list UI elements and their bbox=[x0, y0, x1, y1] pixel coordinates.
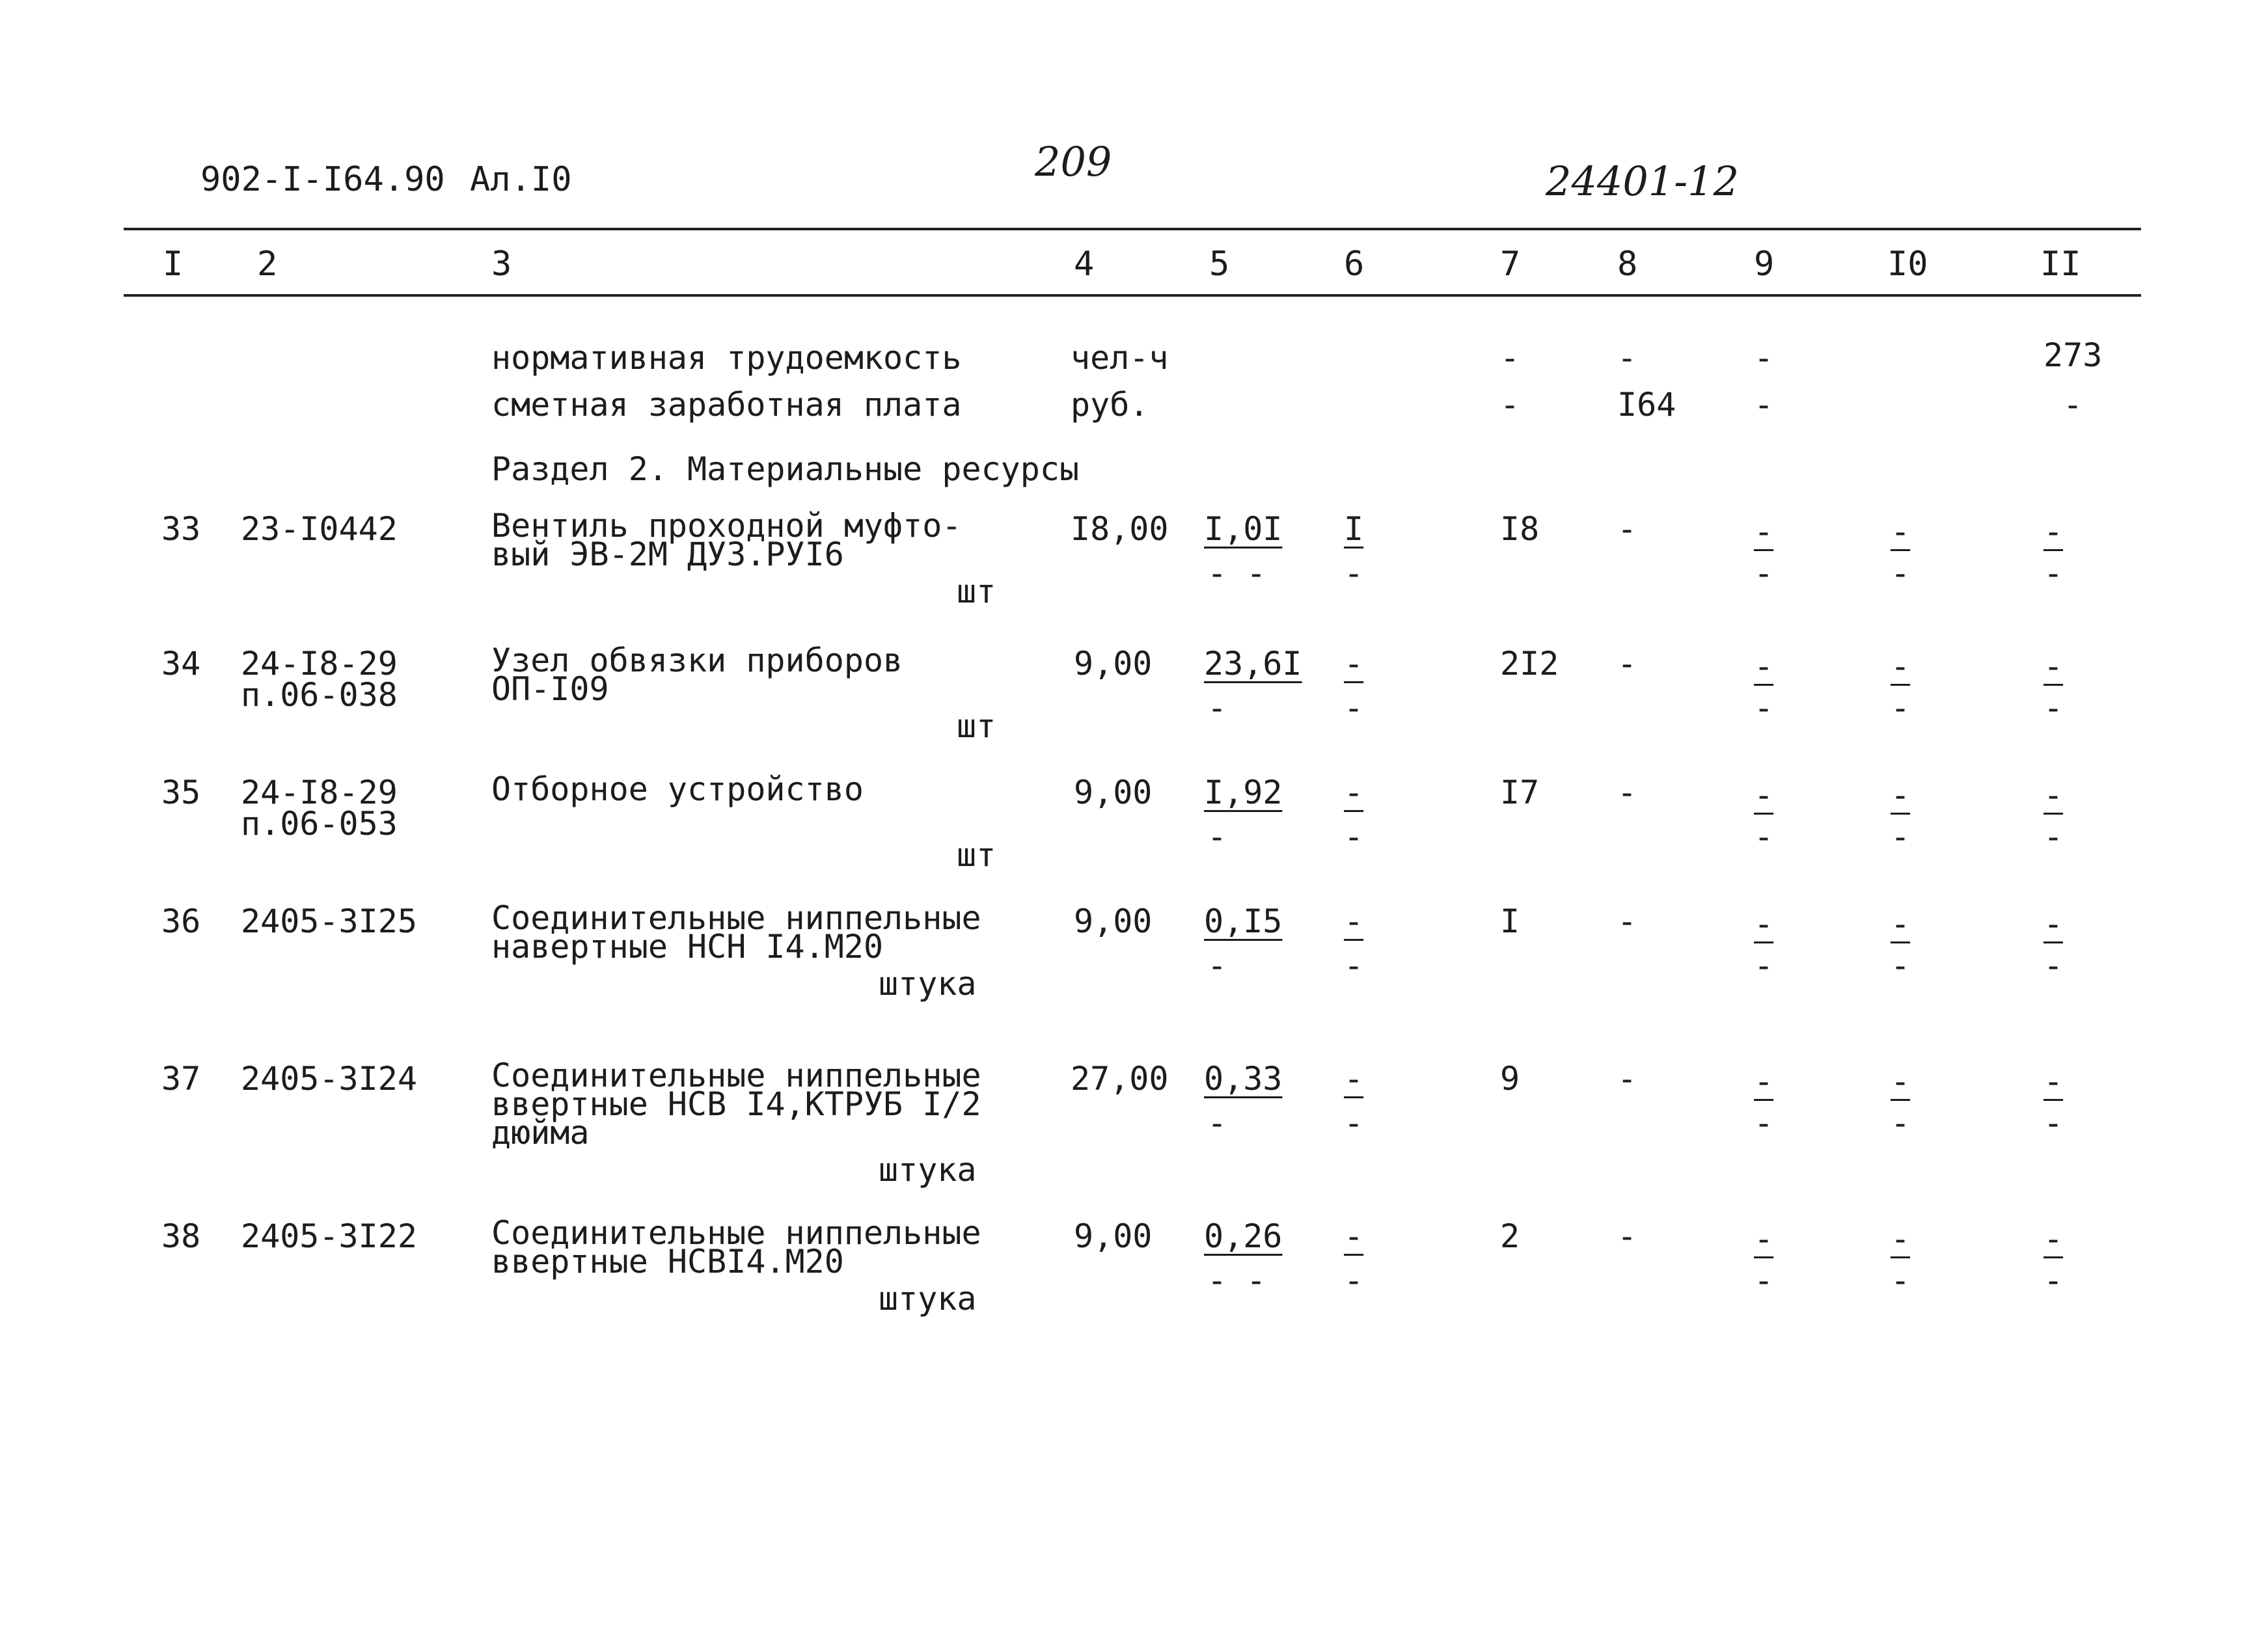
column-header: I bbox=[163, 245, 184, 284]
row-c5: 0,33 bbox=[1204, 1060, 1283, 1098]
row-c4: 9,00 bbox=[1074, 902, 1153, 940]
row-c10-sub: - bbox=[1891, 689, 1911, 727]
row-name: Соединительные ниппельные bbox=[491, 899, 981, 937]
row-c11: - bbox=[2043, 905, 2064, 943]
labor-c8-2: I64 bbox=[1617, 386, 1676, 424]
row-name: Соединительные ниппельные bbox=[491, 1057, 981, 1094]
row-c10-sub: - bbox=[1891, 1262, 1911, 1299]
row-c11: - bbox=[2043, 776, 2064, 814]
row-c7: 9 bbox=[1500, 1060, 1520, 1098]
row-name: дюйма bbox=[491, 1114, 590, 1152]
row-c5: 23,6I bbox=[1204, 645, 1302, 683]
row-code: 24-I8-29 bbox=[241, 774, 398, 811]
row-unit: штука bbox=[879, 1280, 977, 1318]
row-unit: шт bbox=[957, 707, 996, 745]
row-c9: - bbox=[1754, 647, 1774, 685]
row-name: ввертные НСВI4.М20 bbox=[491, 1243, 844, 1280]
column-header: I0 bbox=[1887, 245, 1928, 284]
row-c8: - bbox=[1617, 645, 1637, 683]
row-number: 35 bbox=[161, 774, 201, 811]
row-c11-sub: - bbox=[2043, 1104, 2064, 1142]
row-c6: - bbox=[1344, 1217, 1364, 1255]
labor-c11-1: 273 bbox=[2043, 336, 2103, 374]
row-c6-sub: - bbox=[1344, 689, 1364, 727]
row-code: 2405-3I22 bbox=[241, 1217, 417, 1255]
row-number: 34 bbox=[161, 645, 201, 683]
column-header: 5 bbox=[1209, 245, 1230, 284]
column-header: 7 bbox=[1500, 245, 1521, 284]
row-c5: 0,I5 bbox=[1204, 902, 1283, 940]
row-c10: - bbox=[1891, 1063, 1911, 1100]
row-c9-sub: - bbox=[1754, 818, 1774, 856]
column-header: 6 bbox=[1344, 245, 1365, 284]
row-c10-sub: - bbox=[1891, 818, 1911, 856]
row-c11: - bbox=[2043, 1220, 2064, 1258]
column-header: 2 bbox=[257, 245, 278, 284]
row-name: вый ЭВ-2М ДУЗ.РУI6 bbox=[491, 535, 844, 573]
row-c6: - bbox=[1344, 774, 1364, 811]
table-top-rule bbox=[124, 228, 2141, 230]
row-name: ввертные НСВ I4,КТРУБ I/2 bbox=[491, 1085, 981, 1123]
row-number: 33 bbox=[161, 510, 201, 548]
row-c6-sub: - bbox=[1344, 1262, 1364, 1299]
row-c8: - bbox=[1617, 1060, 1637, 1098]
row-c6: I bbox=[1344, 510, 1364, 548]
row-c10: - bbox=[1891, 1220, 1911, 1258]
row-unit: штука bbox=[879, 1151, 977, 1189]
row-number: 38 bbox=[161, 1217, 201, 1255]
row-number: 37 bbox=[161, 1060, 201, 1098]
row-c4: I8,00 bbox=[1071, 510, 1169, 548]
row-c9: - bbox=[1754, 905, 1774, 943]
row-c8: - bbox=[1617, 1217, 1637, 1255]
row-code: п.06-053 bbox=[241, 805, 398, 843]
row-code: п.06-038 bbox=[241, 676, 398, 714]
row-c5-sub: - bbox=[1207, 689, 1227, 727]
row-c5: I,92 bbox=[1204, 774, 1283, 811]
row-c10: - bbox=[1891, 513, 1911, 550]
row-c7: I8 bbox=[1500, 510, 1540, 548]
labor-c7-1: - bbox=[1500, 339, 1520, 377]
row-c9: - bbox=[1754, 1063, 1774, 1100]
labor-name-1: нормативная трудоемкость bbox=[491, 339, 962, 377]
column-header: 3 bbox=[491, 245, 512, 284]
row-c11-sub: - bbox=[2043, 1262, 2064, 1299]
row-code: 23-I0442 bbox=[241, 510, 398, 548]
labor-c11-2: - bbox=[2063, 386, 2083, 424]
row-c10: - bbox=[1891, 905, 1911, 943]
row-c9-sub: - bbox=[1754, 947, 1774, 984]
row-c5: 0,26 bbox=[1204, 1217, 1283, 1255]
row-name: Узел обвязки приборов bbox=[491, 642, 903, 679]
row-c10: - bbox=[1891, 647, 1911, 685]
row-c6: - bbox=[1344, 1060, 1364, 1098]
row-c8: - bbox=[1617, 510, 1637, 548]
row-c11-sub: - bbox=[2043, 689, 2064, 727]
row-c9: - bbox=[1754, 513, 1774, 550]
row-name: Вентиль проходной муфто- bbox=[491, 507, 962, 545]
sheet-label: Ал.I0 bbox=[470, 160, 572, 199]
row-c11: - bbox=[2043, 647, 2064, 685]
labor-unit-2: руб. bbox=[1071, 386, 1149, 424]
row-name: Соединительные ниппельные bbox=[491, 1214, 981, 1252]
row-c5: I,0I bbox=[1204, 510, 1283, 548]
row-c10-sub: - bbox=[1891, 554, 1911, 592]
document-code: 902-I-I64.90 bbox=[200, 160, 445, 199]
row-number: 36 bbox=[161, 902, 201, 940]
row-c7: I7 bbox=[1500, 774, 1540, 811]
row-unit: шт bbox=[957, 573, 996, 610]
row-name: ОП-I09 bbox=[491, 670, 609, 708]
row-c6-sub: - bbox=[1344, 1104, 1364, 1142]
row-c5-sub: - - bbox=[1207, 1262, 1266, 1299]
column-header: II bbox=[2040, 245, 2081, 284]
row-c4: 9,00 bbox=[1074, 774, 1153, 811]
labor-c8-1: - bbox=[1617, 339, 1637, 377]
labor-unit-1: чел-ч bbox=[1071, 339, 1169, 377]
row-unit: штука bbox=[879, 965, 977, 1003]
row-c6-sub: - bbox=[1344, 947, 1364, 984]
row-c6: - bbox=[1344, 902, 1364, 940]
row-c5-sub: - bbox=[1207, 818, 1227, 856]
row-c9-sub: - bbox=[1754, 1104, 1774, 1142]
row-c10-sub: - bbox=[1891, 1104, 1911, 1142]
row-c5-sub: - - bbox=[1207, 554, 1266, 592]
row-name: Отборное устройство bbox=[491, 770, 864, 808]
column-header: 8 bbox=[1617, 245, 1638, 284]
row-c11-sub: - bbox=[2043, 947, 2064, 984]
row-c8: - bbox=[1617, 774, 1637, 811]
row-c5-sub: - bbox=[1207, 1104, 1227, 1142]
labor-c7-2: - bbox=[1500, 386, 1520, 424]
labor-name-2: сметная заработная плата bbox=[491, 386, 962, 424]
row-c4: 9,00 bbox=[1074, 645, 1153, 683]
row-code: 2405-3I25 bbox=[241, 902, 417, 940]
row-c10-sub: - bbox=[1891, 947, 1911, 984]
row-c9-sub: - bbox=[1754, 554, 1774, 592]
row-name: навертные НСН I4.М20 bbox=[491, 928, 884, 966]
header-bottom-rule bbox=[124, 294, 2141, 297]
row-code: 2405-3I24 bbox=[241, 1060, 417, 1098]
row-c6: - bbox=[1344, 645, 1364, 683]
row-c11-sub: - bbox=[2043, 554, 2064, 592]
labor-c9-1: - bbox=[1754, 339, 1774, 377]
row-c10: - bbox=[1891, 776, 1911, 814]
row-c11: - bbox=[2043, 1063, 2064, 1100]
row-c6-sub: - bbox=[1344, 554, 1364, 592]
row-unit: шт bbox=[957, 836, 996, 874]
row-c4: 9,00 bbox=[1074, 1217, 1153, 1255]
row-c9-sub: - bbox=[1754, 1262, 1774, 1299]
column-header: 9 bbox=[1754, 245, 1775, 284]
row-c8: - bbox=[1617, 902, 1637, 940]
row-c9: - bbox=[1754, 1220, 1774, 1258]
row-c4: 27,00 bbox=[1071, 1060, 1169, 1098]
row-c11-sub: - bbox=[2043, 818, 2064, 856]
section-title: Раздел 2. Материальные ресурсы bbox=[491, 450, 1080, 488]
row-c9-sub: - bbox=[1754, 689, 1774, 727]
row-c7: 2I2 bbox=[1500, 645, 1559, 683]
project-number: 24401-12 bbox=[1546, 157, 1740, 205]
row-c6-sub: - bbox=[1344, 818, 1364, 856]
row-c11: - bbox=[2043, 513, 2064, 550]
row-c5-sub: - bbox=[1207, 947, 1227, 984]
column-header: 4 bbox=[1074, 245, 1095, 284]
row-c7: I bbox=[1500, 902, 1520, 940]
labor-c9-2: - bbox=[1754, 386, 1774, 424]
row-c7: 2 bbox=[1500, 1217, 1520, 1255]
row-c9: - bbox=[1754, 776, 1774, 814]
page-number: 209 bbox=[1035, 138, 1112, 185]
row-code: 24-I8-29 bbox=[241, 645, 398, 683]
